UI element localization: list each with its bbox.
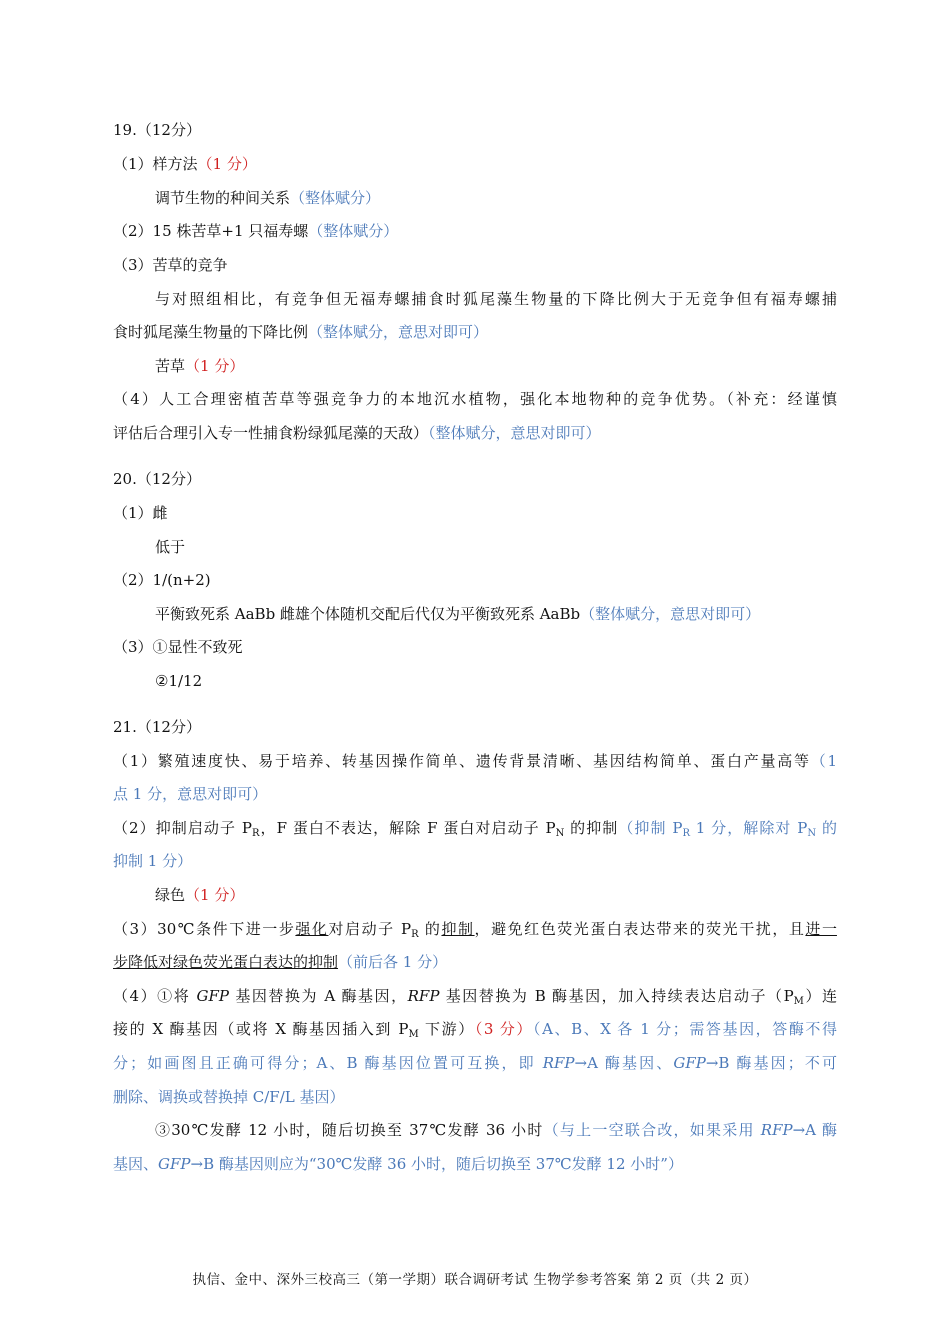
- q20-part3-answer: （3）①显性不致死: [113, 638, 243, 656]
- q19-part3-answer3: 苦草（1 分）: [155, 357, 245, 375]
- q21-part2-answer2: 绿色（1 分）: [155, 886, 245, 904]
- q19-part3-answer: （3）苦草的竞争: [113, 256, 228, 274]
- q19-part3-explanation-line2: 食时狐尾藻生物量的下降比例（整体赋分，意思对即可）: [113, 323, 489, 341]
- q20-part3-answer2: ②1/12: [155, 672, 203, 690]
- q20-part2-answer: （2）1/(n+2): [113, 571, 211, 589]
- q19-heading: 19.（12分）: [113, 121, 201, 139]
- q19-part4-line1: （4）人工合理密植苦草等强竞争力的本地沉水植物，强化本地物种的竞争优势。（补充：经谨慎: [113, 390, 837, 408]
- q21-part4-line2: 接的 X 酶基因（或将 X 酶基因插入到 $P_M$ 下游）（3 分）（A、B、X 各 1 分；需答基因，答酶不得: [113, 1020, 838, 1040]
- q21-part4-answer3-line2: 基因、GFP→B 酶基因则应为“30℃发酵 36 小时，随后切换至 37℃发酵 12 小时”）: [113, 1155, 683, 1173]
- q19-part1-answer2: 调节生物的种间关系（整体赋分）: [155, 189, 381, 207]
- q19-part1-answer: （1）样方法（1 分）: [113, 155, 257, 173]
- q21-part2-line2: 抑制 1 分）: [113, 852, 193, 870]
- q21-heading: 21.（12分）: [113, 718, 201, 736]
- q19-part3-explanation-line1: 与对照组相比，有竞争但无福寿螺捕食时狐尾藻生物量的下降比例大于无竞争但有福寿螺捕: [155, 290, 837, 308]
- q19-part2-answer: （2）15 株苦草+1 只福寿螺（整体赋分）: [113, 222, 399, 240]
- q21-part2-line1: （2）抑制启动子 $P_R$，F 蛋白不表达，解除 F 蛋白对启动子 $P_N$ 的抑制（抑制 $P_R$ 1 分，解除对 $P_N$ 的: [113, 819, 837, 839]
- q21-part4-answer3-line1: ③30℃发酵 12 小时，随后切换至 37℃发酵 36 小时（与上一空联合改，如果采用 RFP→A 酶: [155, 1121, 838, 1139]
- q21-part3-line2: 步降低对绿色荧光蛋白表达的抑制（前后各 1 分）: [113, 953, 448, 971]
- q21-part4-line3: 分；如画图且正确可得分；A、B 酶基因位置可互换，即 RFP→A 酶基因、GFP→B 酶基因；不可: [113, 1054, 837, 1072]
- q20-part1-answer2: 低于: [155, 538, 186, 556]
- q20-part2-explanation: 平衡致死系 AaBb 雌雄个体随机交配后代仅为平衡致死系 AaBb（整体赋分，意思对即可）: [155, 605, 761, 623]
- q21-part1-line1: （1）繁殖速度快、易于培养、转基因操作简单、遗传背景清晰、基因结构简单、蛋白产量高等（1: [113, 752, 837, 770]
- q20-heading: 20.（12分）: [113, 470, 201, 488]
- q21-part4-line4: 删除、调换或替换掉 C/F/L 基因）: [113, 1088, 345, 1106]
- page-footer: 执信、金中、深外三校高三（第一学期）联合调研考试 生物学参考答案 第 2 页（共 2 页）: [192, 1272, 758, 1288]
- q21-part3-line1: （3）30℃条件下进一步强化对启动子 $P_R$ 的抑制，避免红色荧光蛋白表达带来的荧光干扰，且进一: [113, 920, 837, 940]
- q21-part4-line1: （4）①将 GFP 基因替换为 A 酶基因，RFP 基因替换为 B 酶基因，加入持续表达启动子$(P_M)$连: [113, 987, 837, 1007]
- q21-part1-line2: 点 1 分，意思对即可）: [113, 785, 268, 803]
- q20-part1-answer: （1）雌: [113, 504, 168, 522]
- q19-part4-line2: 评估后合理引入专一性捕食粉绿狐尾藻的天敌）（整体赋分，意思对即可）: [113, 424, 601, 442]
